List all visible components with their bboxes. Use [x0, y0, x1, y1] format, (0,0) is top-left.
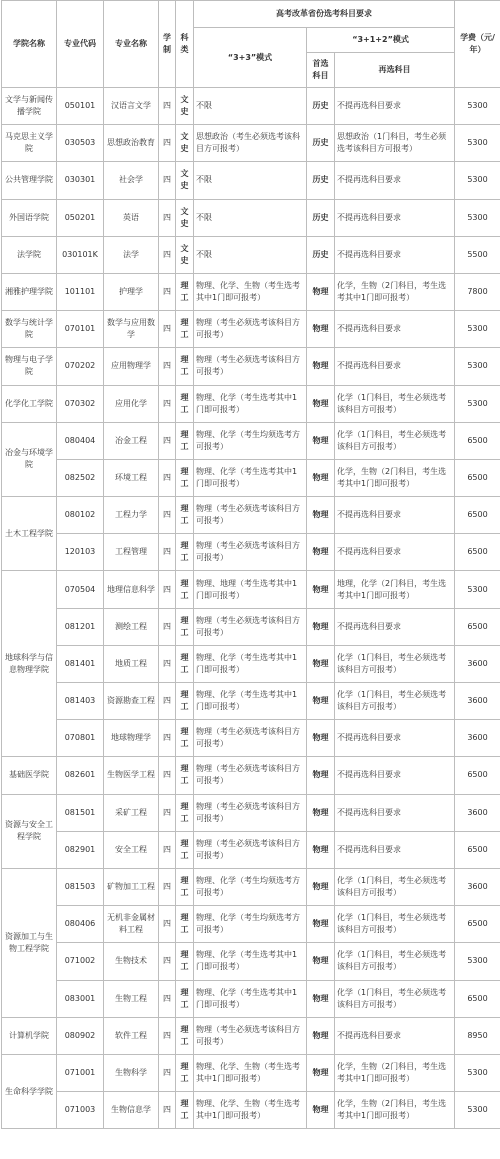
college-cell: 计算机学院 [2, 1017, 57, 1054]
college-cell: 文学与新闻传播学院 [2, 88, 57, 125]
major-code-cell: 030503 [57, 125, 104, 162]
first-subject-cell: 历史 [307, 236, 335, 273]
years-cell: 四 [159, 571, 176, 608]
tuition-cell: 6500 [455, 757, 500, 794]
college-cell: 物理与电子学院 [2, 348, 57, 385]
mode-3plus3-cell: 物理（考生必须选考该科目方可报考） [194, 831, 307, 868]
second-subject-cell: 不提再选科目要求 [335, 311, 455, 348]
second-subject-cell: 化学，生物（2门科目，考生选考其中1门即可报考） [335, 273, 455, 310]
table-row [2, 868, 500, 905]
major-code-cell: 083001 [57, 980, 104, 1017]
major-code-cell: 101101 [57, 273, 104, 310]
mode-3plus3-cell: 物理（考生必须选考该科目方可报考） [194, 757, 307, 794]
table-row [2, 645, 500, 682]
major-name-cell: 思想政治教育 [104, 125, 159, 162]
tuition-cell: 8950 [455, 1017, 500, 1054]
second-subject-cell: 化学（1门科目，考生必须选考该科目方可报考） [335, 980, 455, 1017]
major-name-cell: 资源勘查工程 [104, 683, 159, 720]
college-cell: 法学院 [2, 236, 57, 273]
table-row [2, 199, 500, 236]
tuition-cell: 3600 [455, 868, 500, 905]
category-cell: 文史 [176, 125, 194, 162]
header-mode-3plus1plus2: “3+1+2”模式 [307, 28, 455, 53]
first-subject-cell: 历史 [307, 162, 335, 199]
mode-3plus3-cell: 物理（考生必须选考该科目方可报考） [194, 497, 307, 534]
years-cell: 四 [159, 906, 176, 943]
first-subject-cell: 物理 [307, 1092, 335, 1129]
second-subject-cell: 化学（1门科目，考生必须选考该科目方可报考） [335, 422, 455, 459]
first-subject-cell: 物理 [307, 608, 335, 645]
header-college: 学院名称 [2, 1, 57, 88]
table-row [2, 1017, 500, 1054]
years-cell: 四 [159, 1017, 176, 1054]
mode-3plus3-cell: 物理（考生必须选考该科目方可报考） [194, 534, 307, 571]
first-subject-cell: 物理 [307, 273, 335, 310]
tuition-cell: 5300 [455, 348, 500, 385]
category-cell: 理工 [176, 683, 194, 720]
second-subject-cell: 化学，生物（2门科目，考生选考其中1门即可报考） [335, 1054, 455, 1091]
major-name-cell: 应用物理学 [104, 348, 159, 385]
first-subject-cell: 物理 [307, 868, 335, 905]
mode-3plus3-cell: 物理（考生必须选考该科目方可报考） [194, 608, 307, 645]
tuition-cell: 5300 [455, 385, 500, 422]
first-subject-cell: 物理 [307, 571, 335, 608]
tuition-cell: 6500 [455, 831, 500, 868]
first-subject-cell: 历史 [307, 88, 335, 125]
category-cell: 理工 [176, 1092, 194, 1129]
years-cell: 四 [159, 980, 176, 1017]
major-name-cell: 工程管理 [104, 534, 159, 571]
major-name-cell: 测绘工程 [104, 608, 159, 645]
years-cell: 四 [159, 868, 176, 905]
mode-3plus3-cell: 不限 [194, 199, 307, 236]
first-subject-cell: 物理 [307, 422, 335, 459]
category-cell: 理工 [176, 943, 194, 980]
college-cell: 基础医学院 [2, 757, 57, 794]
major-code-cell: 081501 [57, 794, 104, 831]
years-cell: 四 [159, 162, 176, 199]
years-cell: 四 [159, 385, 176, 422]
tuition-cell: 3600 [455, 645, 500, 682]
mode-3plus3-cell: 物理（考生必须选考该科目方可报考） [194, 348, 307, 385]
header-reform-title: 高考改革省份选考科目要求 [194, 1, 455, 28]
table-row [2, 459, 500, 496]
second-subject-cell: 化学（1门科目，考生必须选考该科目方可报考） [335, 943, 455, 980]
years-cell: 四 [159, 720, 176, 757]
mode-3plus3-cell: 物理、化学（考生选考其中1门即可报考） [194, 980, 307, 1017]
major-code-cell: 070202 [57, 348, 104, 385]
table-row [2, 980, 500, 1017]
tuition-cell: 5300 [455, 943, 500, 980]
years-cell: 四 [159, 459, 176, 496]
category-cell: 文史 [176, 88, 194, 125]
major-code-cell: 070504 [57, 571, 104, 608]
major-name-cell: 冶金工程 [104, 422, 159, 459]
major-name-cell: 矿物加工工程 [104, 868, 159, 905]
second-subject-cell: 地理，化学（2门科目，考生选考其中1门即可报考） [335, 571, 455, 608]
first-subject-cell: 物理 [307, 459, 335, 496]
major-name-cell: 工程力学 [104, 497, 159, 534]
table-row [2, 497, 500, 534]
college-cell: 资源加工与生物工程学院 [2, 868, 57, 1017]
major-name-cell: 生物信息学 [104, 1092, 159, 1129]
college-cell: 土木工程学院 [2, 497, 57, 571]
years-cell: 四 [159, 88, 176, 125]
mode-3plus3-cell: 物理、化学、生物（考生选考其中1门即可报考） [194, 273, 307, 310]
mode-3plus3-cell: 物理、化学、生物（考生选考其中1门即可报考） [194, 1054, 307, 1091]
first-subject-cell: 物理 [307, 348, 335, 385]
tuition-cell: 6500 [455, 422, 500, 459]
second-subject-cell: 化学，生物（2门科目，考生选考其中1门即可报考） [335, 459, 455, 496]
table-row [2, 943, 500, 980]
first-subject-cell: 物理 [307, 943, 335, 980]
category-cell: 理工 [176, 1054, 194, 1091]
table-row [2, 88, 500, 125]
category-cell: 理工 [176, 1017, 194, 1054]
major-code-cell: 050101 [57, 88, 104, 125]
years-cell: 四 [159, 831, 176, 868]
first-subject-cell: 物理 [307, 1017, 335, 1054]
major-code-cell: 082901 [57, 831, 104, 868]
years-cell: 四 [159, 125, 176, 162]
years-cell: 四 [159, 757, 176, 794]
college-cell: 地球科学与信息物理学院 [2, 571, 57, 757]
second-subject-cell: 化学（1门科目，考生必须选考该科目方可报考） [335, 645, 455, 682]
tuition-cell: 6500 [455, 534, 500, 571]
category-cell: 理工 [176, 534, 194, 571]
header-tuition: 学费（元/年） [455, 1, 500, 88]
mode-3plus3-cell: 物理、化学（考生均须选考方可报考） [194, 868, 307, 905]
major-code-cell: 081503 [57, 868, 104, 905]
second-subject-cell: 不提再选科目要求 [335, 608, 455, 645]
mode-3plus3-cell: 不限 [194, 236, 307, 273]
major-name-cell: 地质工程 [104, 645, 159, 682]
category-cell: 文史 [176, 236, 194, 273]
years-cell: 四 [159, 422, 176, 459]
first-subject-cell: 物理 [307, 683, 335, 720]
table-row [2, 757, 500, 794]
tuition-cell: 5300 [455, 162, 500, 199]
years-cell: 四 [159, 1054, 176, 1091]
first-subject-cell: 物理 [307, 311, 335, 348]
second-subject-cell: 不提再选科目要求 [335, 831, 455, 868]
second-subject-cell: 化学，生物（2门科目，考生选考其中1门即可报考） [335, 1092, 455, 1129]
second-subject-cell: 化学（1门科目，考生必须选考该科目方可报考） [335, 683, 455, 720]
table-row [2, 794, 500, 831]
second-subject-cell: 化学（1门科目，考生必须选考该科目方可报考） [335, 906, 455, 943]
second-subject-cell: 思想政治（1门科目，考生必须选考该科目方可报考） [335, 125, 455, 162]
tuition-cell: 5500 [455, 236, 500, 273]
category-cell: 理工 [176, 459, 194, 496]
major-code-cell: 080102 [57, 497, 104, 534]
table-row [2, 162, 500, 199]
major-name-cell: 软件工程 [104, 1017, 159, 1054]
major-code-cell: 030301 [57, 162, 104, 199]
years-cell: 四 [159, 497, 176, 534]
college-cell: 数学与统计学院 [2, 311, 57, 348]
mode-3plus3-cell: 物理、化学（考生选考其中1门即可报考） [194, 385, 307, 422]
category-cell: 理工 [176, 385, 194, 422]
mode-3plus3-cell: 物理、化学、生物（考生选考其中1门即可报考） [194, 1092, 307, 1129]
tuition-cell: 6500 [455, 906, 500, 943]
major-code-cell: 081403 [57, 683, 104, 720]
tuition-cell: 3600 [455, 720, 500, 757]
mode-3plus3-cell: 物理、化学（考生选考其中1门即可报考） [194, 459, 307, 496]
mode-3plus3-cell: 物理、地理（考生选考其中1门即可报考） [194, 571, 307, 608]
first-subject-cell: 物理 [307, 1054, 335, 1091]
tuition-cell: 3600 [455, 794, 500, 831]
header-years: 学制 [159, 1, 176, 88]
category-cell: 文史 [176, 162, 194, 199]
mode-3plus3-cell: 思想政治（考生必须选考该科目方可报考） [194, 125, 307, 162]
second-subject-cell: 化学（1门科目，考生必须选考该科目方可报考） [335, 868, 455, 905]
major-code-cell: 030101K [57, 236, 104, 273]
header-first-subject: 首选科目 [307, 53, 335, 88]
major-name-cell: 采矿工程 [104, 794, 159, 831]
years-cell: 四 [159, 683, 176, 720]
second-subject-cell: 不提再选科目要求 [335, 162, 455, 199]
second-subject-cell: 不提再选科目要求 [335, 88, 455, 125]
major-code-cell: 071001 [57, 1054, 104, 1091]
category-cell: 理工 [176, 311, 194, 348]
college-cell: 外国语学院 [2, 199, 57, 236]
category-cell: 理工 [176, 980, 194, 1017]
years-cell: 四 [159, 311, 176, 348]
major-code-cell: 070101 [57, 311, 104, 348]
major-name-cell: 生物科学 [104, 1054, 159, 1091]
years-cell: 四 [159, 1092, 176, 1129]
second-subject-cell: 不提再选科目要求 [335, 757, 455, 794]
header-second-subject: 再选科目 [335, 53, 455, 88]
major-code-cell: 070302 [57, 385, 104, 422]
admission-requirements-table [1, 0, 500, 1129]
tuition-cell: 5300 [455, 88, 500, 125]
second-subject-cell: 不提再选科目要求 [335, 1017, 455, 1054]
category-cell: 理工 [176, 757, 194, 794]
years-cell: 四 [159, 348, 176, 385]
mode-3plus3-cell: 物理（考生必须选考该科目方可报考） [194, 720, 307, 757]
major-code-cell: 050201 [57, 199, 104, 236]
college-cell: 冶金与环境学院 [2, 422, 57, 496]
major-name-cell: 护理学 [104, 273, 159, 310]
years-cell: 四 [159, 943, 176, 980]
mode-3plus3-cell: 物理、化学（考生均须选考方可报考） [194, 422, 307, 459]
tuition-cell: 5300 [455, 199, 500, 236]
mode-3plus3-cell: 物理（考生必须选考该科目方可报考） [194, 311, 307, 348]
major-code-cell: 120103 [57, 534, 104, 571]
college-cell: 生命科学学院 [2, 1054, 57, 1128]
major-name-cell: 无机非金属材料工程 [104, 906, 159, 943]
category-cell: 理工 [176, 720, 194, 757]
header-major: 专业名称 [104, 1, 159, 88]
major-code-cell: 082502 [57, 459, 104, 496]
second-subject-cell: 不提再选科目要求 [335, 794, 455, 831]
table-row [2, 385, 500, 422]
first-subject-cell: 物理 [307, 385, 335, 422]
category-cell: 理工 [176, 273, 194, 310]
first-subject-cell: 物理 [307, 757, 335, 794]
tuition-cell: 7800 [455, 273, 500, 310]
major-name-cell: 法学 [104, 236, 159, 273]
major-code-cell: 081201 [57, 608, 104, 645]
tuition-cell: 6500 [455, 608, 500, 645]
major-name-cell: 生物技术 [104, 943, 159, 980]
major-name-cell: 应用化学 [104, 385, 159, 422]
table-row [2, 608, 500, 645]
table-row [2, 906, 500, 943]
category-cell: 理工 [176, 348, 194, 385]
first-subject-cell: 物理 [307, 794, 335, 831]
first-subject-cell: 历史 [307, 199, 335, 236]
major-name-cell: 环境工程 [104, 459, 159, 496]
years-cell: 四 [159, 199, 176, 236]
table-row [2, 1092, 500, 1129]
first-subject-cell: 历史 [307, 125, 335, 162]
table-row [2, 422, 500, 459]
major-code-cell: 080902 [57, 1017, 104, 1054]
major-code-cell: 080406 [57, 906, 104, 943]
category-cell: 理工 [176, 794, 194, 831]
first-subject-cell: 物理 [307, 720, 335, 757]
table-row [2, 348, 500, 385]
tuition-cell: 6500 [455, 497, 500, 534]
table-row [2, 311, 500, 348]
tuition-cell: 3600 [455, 683, 500, 720]
second-subject-cell: 不提再选科目要求 [335, 720, 455, 757]
mode-3plus3-cell: 物理（考生必须选考该科目方可报考） [194, 794, 307, 831]
second-subject-cell: 不提再选科目要求 [335, 534, 455, 571]
first-subject-cell: 物理 [307, 980, 335, 1017]
mode-3plus3-cell: 物理（考生必须选考该科目方可报考） [194, 1017, 307, 1054]
major-code-cell: 081401 [57, 645, 104, 682]
college-cell: 湘雅护理学院 [2, 273, 57, 310]
years-cell: 四 [159, 236, 176, 273]
category-cell: 理工 [176, 868, 194, 905]
table-row [2, 273, 500, 310]
tuition-cell: 5300 [455, 311, 500, 348]
mode-3plus3-cell: 物理、化学（考生选考其中1门即可报考） [194, 683, 307, 720]
category-cell: 文史 [176, 199, 194, 236]
table-row [2, 720, 500, 757]
tuition-cell: 5300 [455, 1092, 500, 1129]
college-cell: 马克思主义学院 [2, 125, 57, 162]
tuition-cell: 6500 [455, 980, 500, 1017]
college-cell: 资源与安全工程学院 [2, 794, 57, 868]
major-code-cell: 082601 [57, 757, 104, 794]
table-row [2, 831, 500, 868]
years-cell: 四 [159, 645, 176, 682]
mode-3plus3-cell: 物理、化学（考生均须选考方可报考） [194, 906, 307, 943]
major-name-cell: 社会学 [104, 162, 159, 199]
category-cell: 理工 [176, 497, 194, 534]
header-code: 专业代码 [57, 1, 104, 88]
major-name-cell: 数学与应用数学 [104, 311, 159, 348]
category-cell: 理工 [176, 831, 194, 868]
header-category: 科类 [176, 1, 194, 88]
tuition-cell: 5300 [455, 125, 500, 162]
second-subject-cell: 不提再选科目要求 [335, 497, 455, 534]
major-code-cell: 070801 [57, 720, 104, 757]
major-code-cell: 071003 [57, 1092, 104, 1129]
category-cell: 理工 [176, 422, 194, 459]
mode-3plus3-cell: 不限 [194, 162, 307, 199]
mode-3plus3-cell: 不限 [194, 88, 307, 125]
major-name-cell: 地理信息科学 [104, 571, 159, 608]
first-subject-cell: 物理 [307, 906, 335, 943]
tuition-cell: 5300 [455, 571, 500, 608]
table-row [2, 125, 500, 162]
category-cell: 理工 [176, 906, 194, 943]
category-cell: 理工 [176, 608, 194, 645]
major-name-cell: 生物医学工程 [104, 757, 159, 794]
category-cell: 理工 [176, 571, 194, 608]
years-cell: 四 [159, 534, 176, 571]
major-name-cell: 安全工程 [104, 831, 159, 868]
tuition-cell: 6500 [455, 459, 500, 496]
second-subject-cell: 不提再选科目要求 [335, 199, 455, 236]
major-name-cell: 地球物理学 [104, 720, 159, 757]
major-code-cell: 071002 [57, 943, 104, 980]
major-name-cell: 生物工程 [104, 980, 159, 1017]
first-subject-cell: 物理 [307, 831, 335, 868]
major-code-cell: 080404 [57, 422, 104, 459]
table-row [2, 1054, 500, 1091]
second-subject-cell: 化学（1门科目，考生必须选考该科目方可报考） [335, 385, 455, 422]
college-cell: 化学化工学院 [2, 385, 57, 422]
years-cell: 四 [159, 794, 176, 831]
college-cell: 公共管理学院 [2, 162, 57, 199]
first-subject-cell: 物理 [307, 645, 335, 682]
second-subject-cell: 不提再选科目要求 [335, 348, 455, 385]
category-cell: 理工 [176, 645, 194, 682]
years-cell: 四 [159, 608, 176, 645]
table-row [2, 236, 500, 273]
tuition-cell: 5300 [455, 1054, 500, 1091]
table-row [2, 571, 500, 608]
second-subject-cell: 不提再选科目要求 [335, 236, 455, 273]
table-row [2, 534, 500, 571]
first-subject-cell: 物理 [307, 497, 335, 534]
first-subject-cell: 物理 [307, 534, 335, 571]
header-mode-3plus3: “3+3”模式 [194, 28, 307, 88]
table-row [2, 683, 500, 720]
mode-3plus3-cell: 物理、化学（考生选考其中1门即可报考） [194, 645, 307, 682]
mode-3plus3-cell: 物理、化学（考生选考其中1门即可报考） [194, 943, 307, 980]
major-name-cell: 英语 [104, 199, 159, 236]
years-cell: 四 [159, 273, 176, 310]
major-name-cell: 汉语言文学 [104, 88, 159, 125]
